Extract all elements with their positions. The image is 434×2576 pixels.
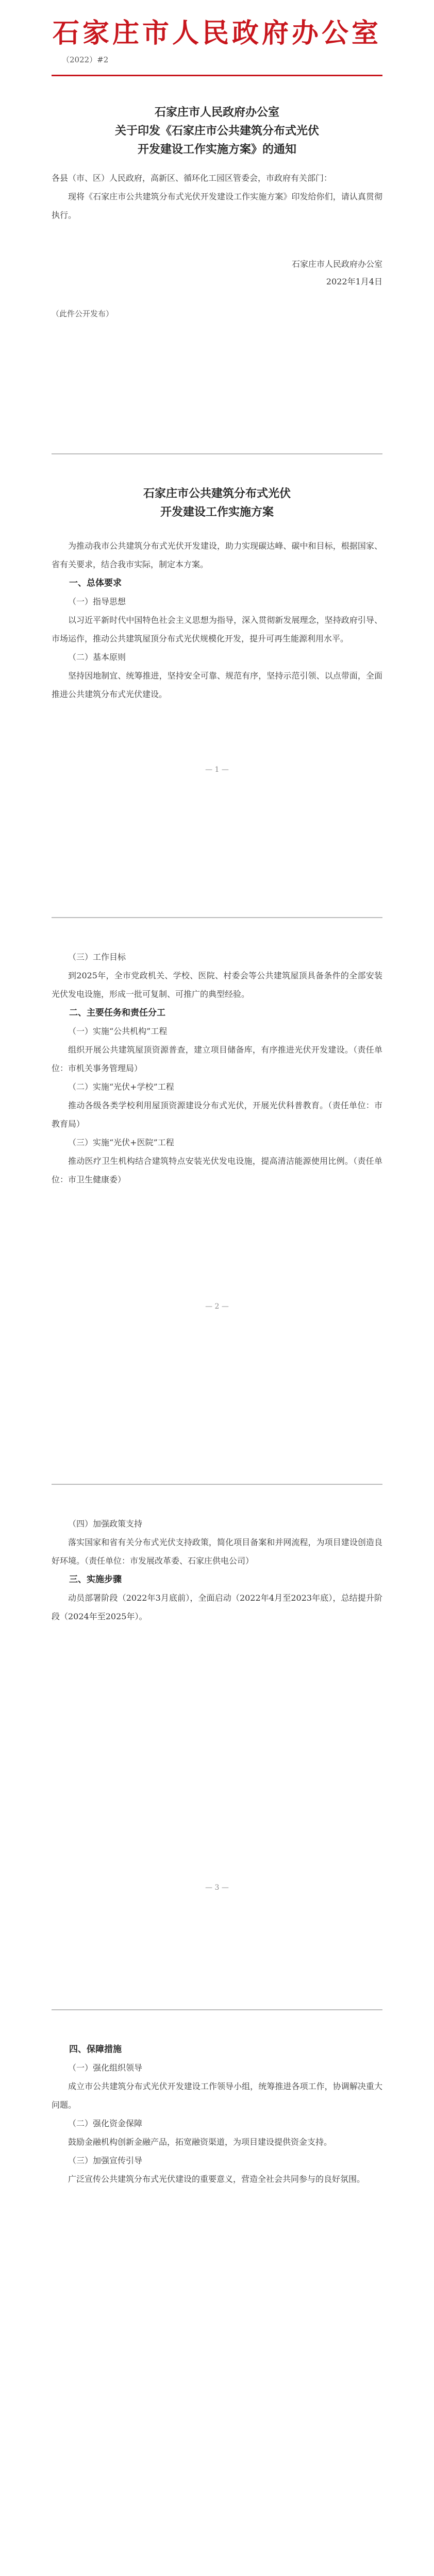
page-number: — 3 — [205,1884,229,1892]
notice-issuer: 石家庄市人民政府办公室 [291,259,382,269]
subsection-heading: （三）加强宣传引导 [68,2156,143,2165]
paragraph: 广泛宣传公共建筑分布式光伏建设的重要意义，营造全社会共同参与的良好氛围。 [68,2174,365,2184]
notice-title-line1: 石家庄市人民政府办公室 [154,106,279,119]
notice-title-line2: 关于印发《石家庄市公共建筑分布式光伏 [114,124,319,138]
page-divider [52,1484,382,1485]
page-divider [52,2009,382,2010]
subsection-heading: （二）强化资金保障 [68,2119,143,2128]
section-heading: 四、保障措施 [69,2044,122,2055]
subsection-heading: （一）指导思想 [68,597,126,606]
page-divider [52,453,382,454]
document-number: （2022）#2 [62,55,109,64]
paragraph: 组织开展公共建筑屋顶资源普查，建立项目储备库，有序推进光伏开发建设。（责任单位：市机关事务管理局） [52,1045,382,1073]
paragraph: 到2025年，全市党政机关、学校、医院、村委会等公共建筑屋顶具备条件的全部安装光伏发电设施，形成一批可复制、可推广的典型经验。 [52,971,382,999]
plan-page-3 [52,1515,382,1892]
paragraph: 鼓励金融机构创新金融产品，拓宽融资渠道，为项目建设提供资金支持。 [68,2137,332,2147]
paragraph: 坚持因地制宜、统筹推进，坚持安全可靠、规范有序，坚持示范引领、以点带面，全面推进公共建筑分布式光伏建设。 [52,671,382,699]
issuer-banner-title: 石家庄市人民政府办公室 [52,18,381,49]
section-heading: 二、主要任务和责任分工 [69,1008,165,1018]
plan-intro: 为推动我市公共建筑分布式光伏开发建设，助力实现碳达峰、碳中和目标，根据国家、省有关要求，结合我市实际，制定本方案。 [52,541,382,569]
notice-date: 2022年1月4日 [326,277,382,286]
page-divider [52,917,382,918]
plan-title-line2: 开发建设工作实施方案 [160,505,274,519]
plan-title-line1: 石家庄市公共建筑分布式光伏 [143,487,291,500]
notice-body: 现将《石家庄市公共建筑分布式光伏开发建设工作实施方案》印发给你们，请认真贯彻执行。 [52,192,382,220]
red-rule-divider [52,75,382,76]
subsection-heading: （二）基本原则 [68,652,126,662]
red-header [0,0,434,82]
subsection-heading: （二）实施“光伏+学校”工程 [68,1082,174,1092]
notice-title-line3: 开发建设工作实施方案》的通知 [137,143,296,156]
plan-page-4 [52,2040,382,2576]
page-number: — 2 — [205,1302,229,1311]
page-number: — 1 — [205,766,229,774]
public-release-note: （此件公开发布） [52,309,114,318]
subsection-heading: （一）实施“公共机构”工程 [68,1026,168,1036]
paragraph: 以习近平新时代中国特色社会主义思想为指导，深入贯彻新发展理念，坚持政府引导、市场运作，推动公共建筑屋顶分布式光伏规模化开发，提升可再生能源利用水平。 [52,615,382,643]
plan-page-1 [52,484,382,774]
paragraph: 动员部署阶段（2022年3月底前），全面启动（2022年4月至2023年底），总结提升阶段（2024年至2025年）。 [52,1593,382,1621]
notice-section [52,103,382,321]
subsection-heading: （四）加强政策支持 [68,1519,143,1529]
section-heading: 三、实施步骤 [69,1574,122,1585]
notice-recipients: 各县（市、区）人民政府，高新区、循环化工园区管委会，市政府有关部门： [52,173,332,183]
section-heading: 一、总体要求 [69,578,122,588]
plan-page-2 [52,948,382,1311]
paragraph: 成立市公共建筑分布式光伏开发建设工作领导小组，统筹推进各项工作，协调解决重大问题。 [52,2081,382,2110]
paragraph: 推动各级各类学校利用屋顶资源建设分布式光伏，开展光伏科普教育。（责任单位：市教育局） [52,1100,382,1129]
paragraph: 落实国家和省有关分布式光伏支持政策，简化项目备案和并网流程，为项目建设创造良好环境。（责任单位：市发展改革委、石家庄供电公司） [52,1537,382,1566]
subsection-heading: （三）工作目标 [68,952,126,962]
subsection-heading: （三）实施“光伏+医院”工程 [68,1138,174,1147]
paragraph: 推动医疗卫生机构结合建筑特点安装光伏发电设施，提高清洁能源使用比例。（责任单位：市卫生健康委） [52,1156,382,1184]
subsection-heading: （一）强化组织领导 [68,2063,143,2073]
